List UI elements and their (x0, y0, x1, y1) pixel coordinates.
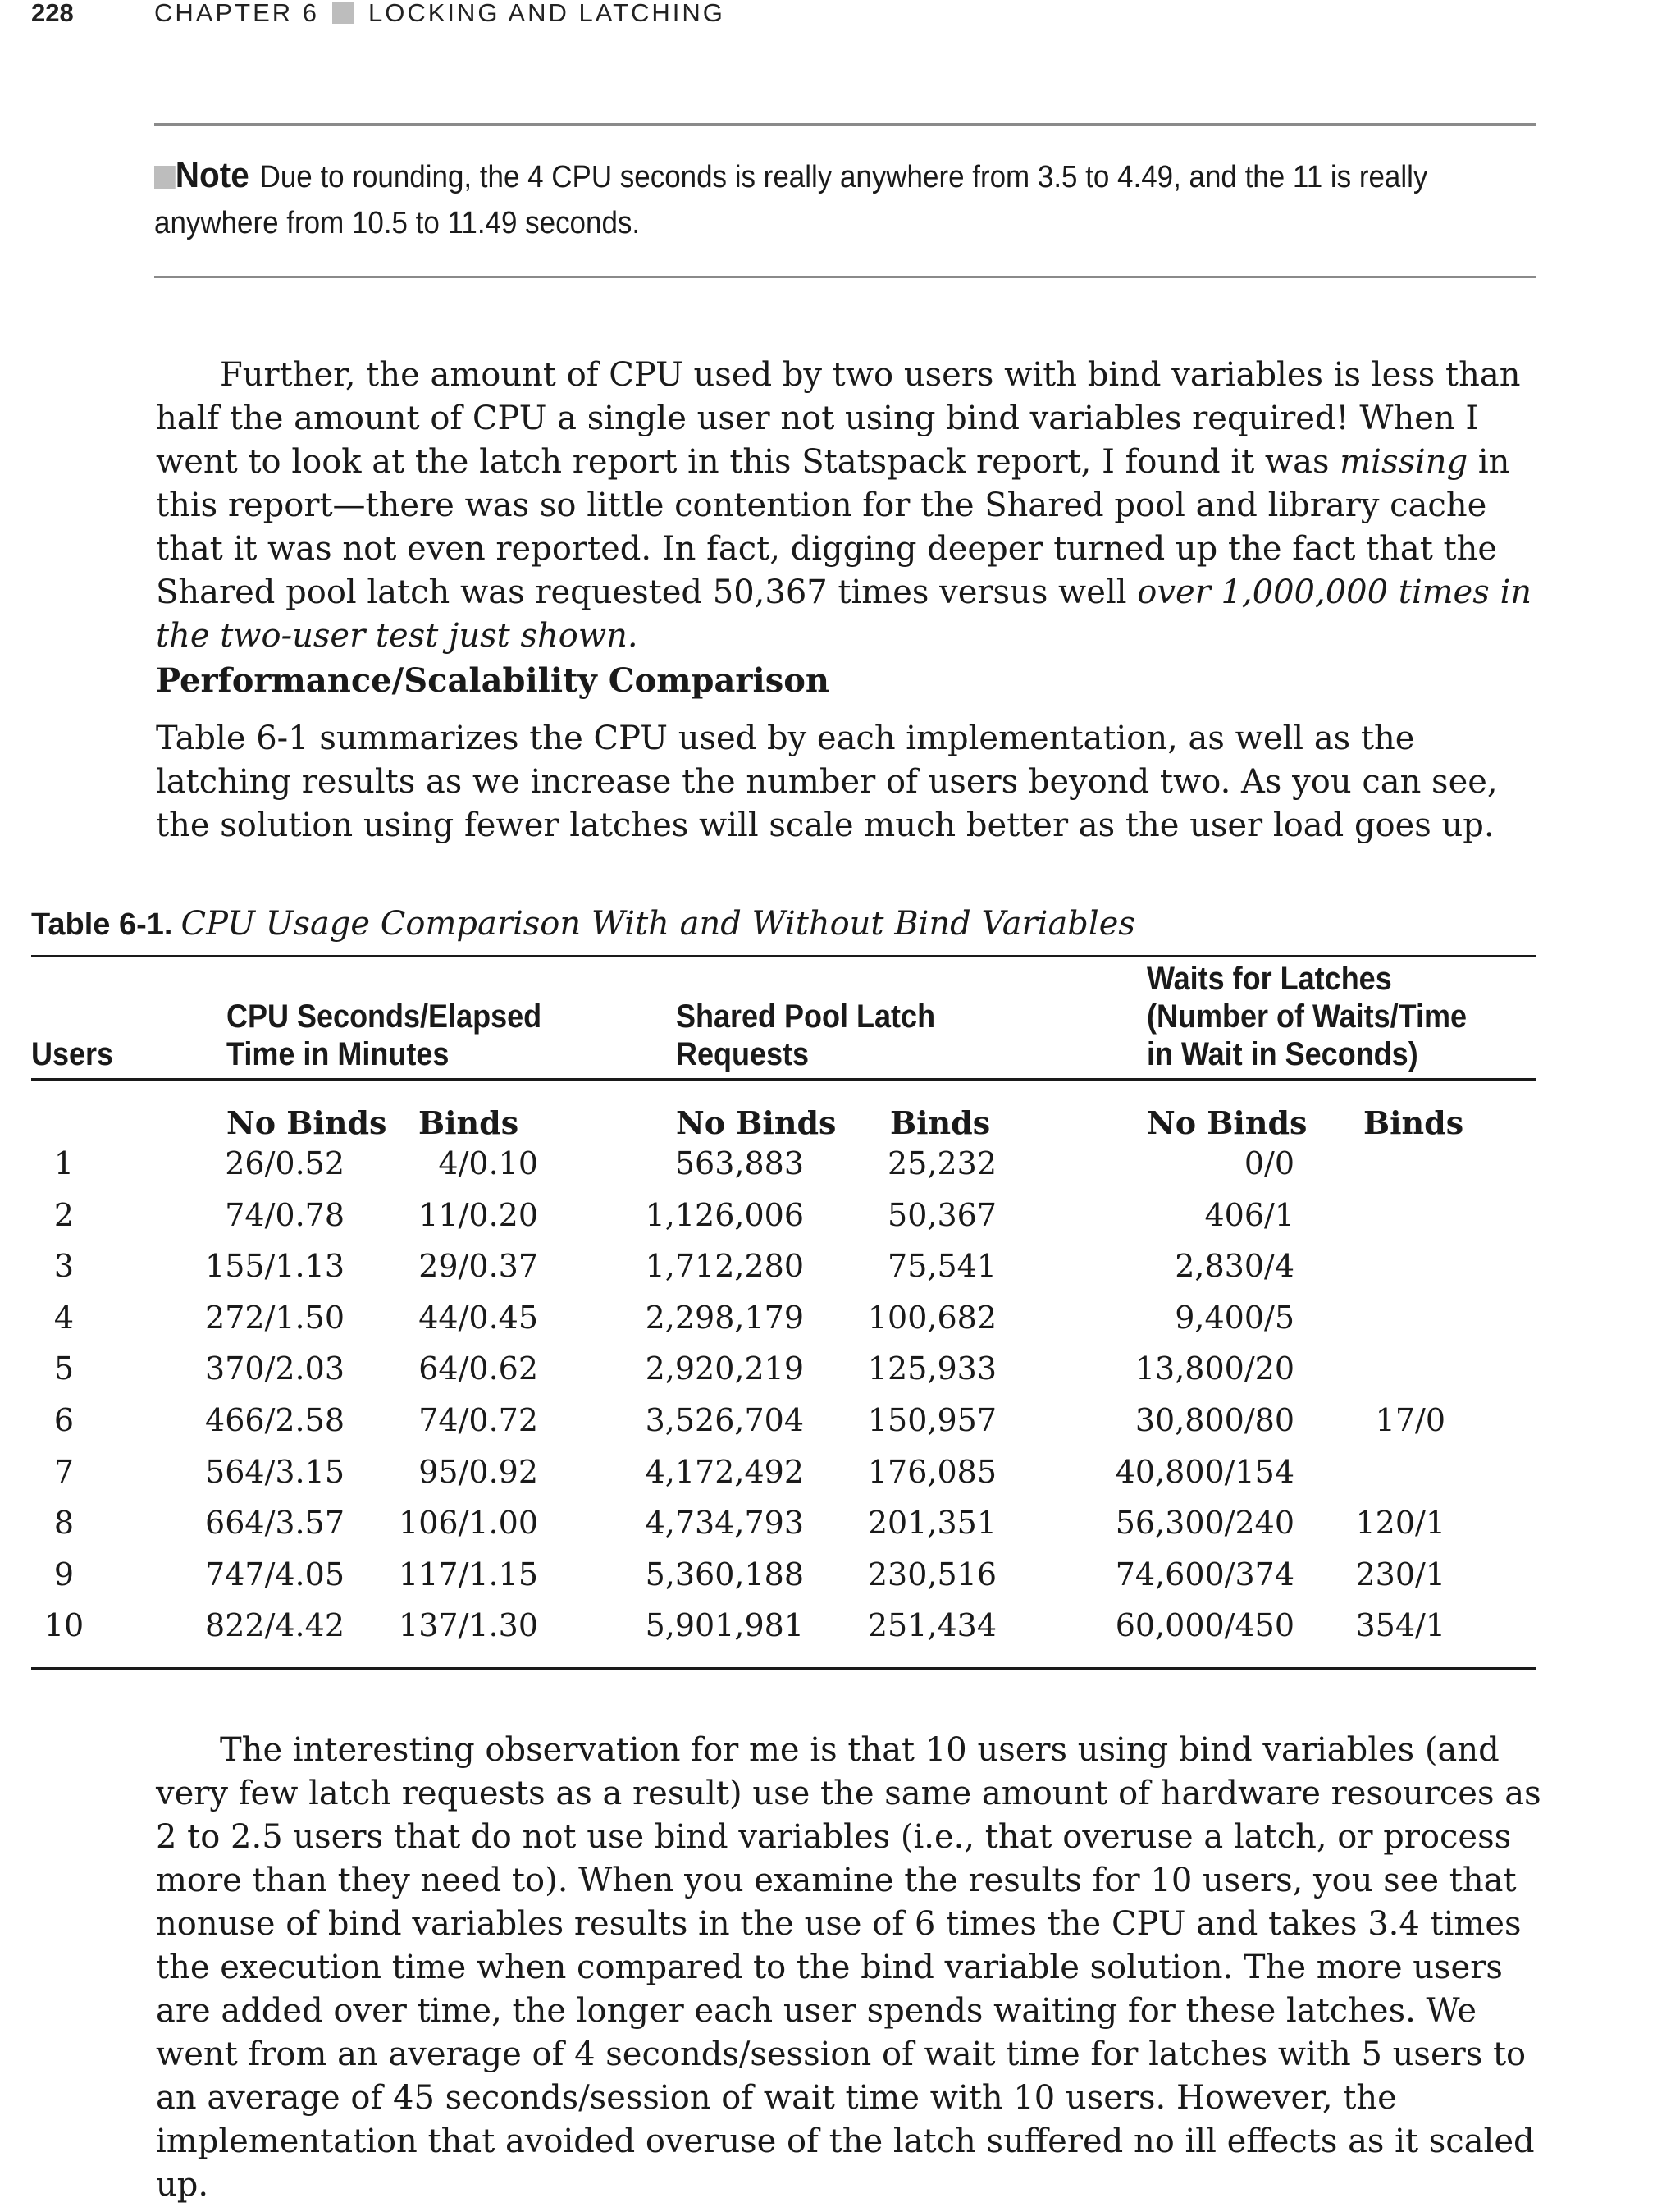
para1-text-b: in this report—there was so little contention for the Shared pool and library cache that it was not even reported. In fact, digging deeper turned up the fact that the Shared pool latch was requested 50,367 times versus well (156, 443, 1510, 611)
running-header (31, 0, 725, 31)
cell-wait-b: 230/1 (1355, 1556, 1445, 1592)
para2-text: The interesting observation for me is that 10 users using bind variables (and very few latch requests as a result) use the same amount of hardware resources as 2 to 2.5 users that do not use bind variables (i.e., that overuse a latch, or process more than they need to). When you examine the results for 10 users, you see that nonuse of bind variables results in the use of 6 times the CPU and takes 3.4 times the execution time when compared to the bind variable solution. The more users are added over time, the longer each user spends waiting for these latches. We went from an average of 4 seconds/session of wait time for latches with 5 users to an average of 45 seconds/session of wait time with 10 users. However, the implementation that avoided overuse of the latch suffered no ill effects as it scaled up. (156, 1731, 1541, 2204)
cell-wait-b: 354/1 (1355, 1607, 1445, 1644)
cell-users: 7 (53, 1453, 75, 1490)
cell-cpu-nb: 370/2.03 (205, 1350, 345, 1387)
section-text: Table 6-1 summarizes the CPU used by each implementation, as well as the latching results as we increase the number of users beyond two. As you can see, the solution using fewer latches will scale much better as the user load goes up. (156, 720, 1498, 844)
cell-pool-b: 25,232 (888, 1145, 997, 1181)
chapter-title: LOCKING AND LATCHING (368, 0, 725, 27)
subheader-pool-binds: Binds (890, 1104, 991, 1141)
cell-cpu-nb: 74/0.78 (225, 1196, 345, 1233)
cell-cpu-nb: 26/0.52 (225, 1145, 345, 1181)
subheader-waits-binds: Binds (1363, 1104, 1464, 1141)
cell-users: 9 (53, 1556, 75, 1592)
cell-pool-nb: 563,883 (674, 1145, 804, 1181)
cell-pool-nb: 1,712,280 (645, 1248, 804, 1285)
cell-users: 2 (53, 1196, 75, 1233)
cell-cpu-b: 44/0.45 (418, 1299, 538, 1336)
note-square-icon (154, 166, 176, 189)
page-number: 228 (31, 0, 74, 27)
cell-users: 4 (53, 1299, 75, 1336)
cell-cpu-nb: 822/4.42 (205, 1607, 345, 1644)
cell-wait-nb: 60,000/450 (1115, 1607, 1294, 1644)
cell-users: 6 (53, 1402, 75, 1438)
table-header-rule (31, 1078, 1536, 1081)
header-waits-line2: (Number of Waits/Time (1147, 998, 1468, 1035)
cell-cpu-b: 4/0.10 (438, 1145, 538, 1181)
note-box (154, 153, 1430, 246)
header-pool-line1: Shared Pool Latch (676, 998, 936, 1035)
table-bottom-rule (31, 1667, 1536, 1670)
cell-cpu-nb: 466/2.58 (205, 1402, 345, 1438)
cell-pool-nb: 3,526,704 (645, 1402, 804, 1438)
cell-pool-b: 251,434 (867, 1607, 997, 1644)
subheader-cpu-no-binds: No Binds (226, 1104, 387, 1141)
cell-wait-nb: 30,800/80 (1134, 1402, 1294, 1438)
table-top-rule (31, 955, 1536, 957)
cell-pool-nb: 5,360,188 (645, 1556, 804, 1592)
cell-users: 8 (53, 1505, 75, 1542)
cell-cpu-b: 74/0.72 (418, 1402, 538, 1438)
cell-cpu-b: 11/0.20 (418, 1196, 538, 1233)
cell-pool-nb: 4,734,793 (645, 1505, 804, 1542)
cell-wait-b: 17/0 (1375, 1402, 1445, 1438)
cell-cpu-nb: 747/4.05 (205, 1556, 345, 1592)
cell-pool-nb: 5,901,981 (645, 1607, 804, 1644)
cell-users: 10 (43, 1607, 84, 1644)
cell-pool-b: 75,541 (888, 1248, 997, 1285)
cell-wait-nb: 0/0 (1244, 1145, 1294, 1181)
para1-text-a: Further, the amount of CPU used by two users with bind variables is less than half the amount of CPU a single user not using bind variables required! When I went to look at the latch report in this Statspack report, I found it was (156, 356, 1521, 481)
note-label: Note (175, 155, 249, 195)
cell-pool-nb: 4,172,492 (645, 1453, 804, 1490)
cell-cpu-b: 64/0.62 (418, 1350, 538, 1387)
header-cpu-line1: CPU Seconds/Elapsed (226, 998, 542, 1035)
cell-wait-nb: 9,400/5 (1175, 1299, 1294, 1336)
header-waits-line3: in Wait in Seconds) (1147, 1036, 1418, 1072)
cell-cpu-b: 137/1.30 (399, 1607, 538, 1644)
table-caption-label: Table 6-1. (31, 907, 173, 942)
section-heading: Performance/Scalability Comparison (156, 661, 829, 700)
table-caption-title: CPU Usage Comparison With and Without Bind Variables (180, 905, 1135, 943)
chapter-heading (154, 0, 725, 28)
cell-users: 1 (53, 1145, 75, 1181)
note-top-rule (154, 123, 1536, 126)
cell-pool-b: 201,351 (867, 1505, 997, 1542)
body-paragraph-3 (156, 1729, 1542, 2207)
note-text: Due to rounding, the 4 CPU seconds is really anywhere from 3.5 to 4.49, and the 11 is really anywhere from 10.5 to 11.49 seconds. (154, 160, 1428, 240)
cell-cpu-nb: 664/3.57 (205, 1505, 345, 1542)
subheader-pool-no-binds: No Binds (676, 1104, 837, 1141)
para1-emphasis-end: over 1,000,000 times in the two-user test just shown. (156, 573, 1532, 655)
cell-wait-nb: 56,300/240 (1115, 1505, 1294, 1542)
cell-pool-nb: 1,126,006 (645, 1196, 804, 1233)
cell-pool-b: 100,682 (867, 1299, 997, 1336)
cell-pool-nb: 2,298,179 (645, 1299, 804, 1336)
cell-users: 5 (53, 1350, 75, 1387)
cell-wait-b: 120/1 (1355, 1505, 1445, 1542)
cell-pool-b: 125,933 (867, 1350, 997, 1387)
header-waits-line1: Waits for Latches (1147, 961, 1392, 997)
cell-pool-nb: 2,920,219 (645, 1350, 804, 1387)
body-paragraph-1 (156, 354, 1542, 658)
cell-wait-nb: 74,600/374 (1115, 1556, 1294, 1592)
chapter-number: CHAPTER 6 (154, 0, 319, 27)
cell-cpu-b: 95/0.92 (418, 1453, 538, 1490)
cell-wait-nb: 2,830/4 (1175, 1248, 1294, 1285)
subheader-waits-no-binds: No Binds (1147, 1104, 1308, 1141)
note-bottom-rule (154, 276, 1536, 278)
subheader-cpu-binds: Binds (418, 1104, 519, 1141)
cell-wait-nb: 406/1 (1204, 1196, 1294, 1233)
body-paragraph-2 (156, 717, 1542, 848)
cell-users: 3 (53, 1248, 75, 1285)
para1-emphasis-missing: missing (1340, 443, 1468, 481)
cell-pool-b: 150,957 (867, 1402, 997, 1438)
cell-pool-b: 50,367 (888, 1196, 997, 1233)
cell-cpu-nb: 272/1.50 (205, 1299, 345, 1336)
cell-pool-b: 176,085 (867, 1453, 997, 1490)
cell-cpu-b: 117/1.15 (399, 1556, 538, 1592)
cell-cpu-nb: 564/3.15 (205, 1453, 345, 1490)
header-pool-line2: Requests (676, 1036, 810, 1072)
header-users: Users (31, 1036, 114, 1072)
cell-wait-nb: 40,800/154 (1115, 1453, 1294, 1490)
header-cpu-line2: Time in Minutes (226, 1036, 450, 1072)
table-caption (31, 904, 1135, 943)
cell-cpu-b: 29/0.37 (418, 1248, 538, 1285)
cell-cpu-nb: 155/1.13 (205, 1248, 345, 1285)
separator-square-icon (332, 2, 354, 24)
cell-pool-b: 230,516 (867, 1556, 997, 1592)
cell-wait-nb: 13,800/20 (1134, 1350, 1294, 1387)
cell-cpu-b: 106/1.00 (399, 1505, 538, 1542)
